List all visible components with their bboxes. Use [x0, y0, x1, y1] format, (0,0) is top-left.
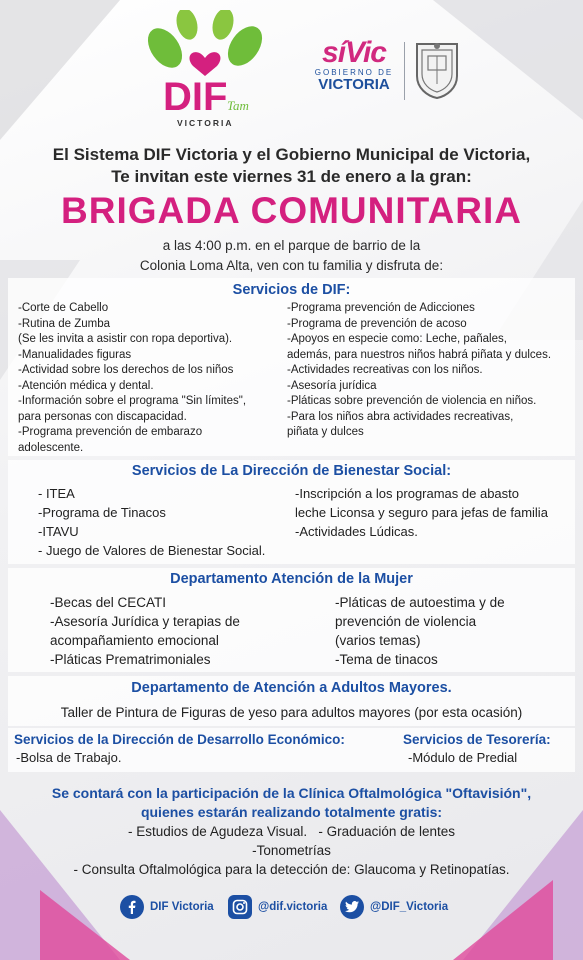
intro-line: Te invitan este viernes 31 de enero a la gran: — [111, 167, 472, 186]
list-item: -Atención médica y dental. — [18, 379, 154, 392]
list-item: - ITEA — [38, 486, 75, 501]
list-item: -Pláticas de autoestima y de — [335, 595, 505, 610]
instagram-icon — [228, 895, 252, 919]
list-item: - Consulta Oftalmológica para la detección de: Glaucoma y Retinopatías. — [73, 862, 510, 877]
dif-victoria-logo — [135, 10, 275, 130]
list-item: -Becas del CECATI — [50, 595, 167, 610]
list-item: (varios temas) — [335, 633, 421, 648]
list-item: -Pláticas sobre prevención de violencia en niños. — [287, 395, 537, 407]
economico-list — [16, 748, 122, 767]
dif-services-title: Servicios de DIF: — [232, 282, 351, 298]
intro-text — [0, 144, 583, 188]
list-item: piñata y dulces — [287, 426, 364, 438]
twitter-handle: @DIF_Victoria — [370, 901, 449, 913]
economico-title: Servicios de la Dirección de Desarrollo Económico: — [14, 732, 345, 747]
list-item: -Actividades recreativas con los niños. — [287, 364, 483, 376]
bienestar-right-list — [295, 484, 548, 541]
list-item: -Programa prevención de Adicciones — [287, 302, 475, 314]
sivic-gobierno-logo — [304, 38, 404, 93]
list-item: -Inscripción a los programas de abasto — [295, 486, 520, 501]
list-item: -Actividad sobre los derechos de los niños — [18, 364, 234, 376]
list-item: -Programa prevención de embarazo — [18, 426, 203, 438]
clinica-line: Se contará con la participación de la Clínica Oftalmológica "Oftavisión", — [51, 785, 532, 801]
list-item: además, para nuestros niños habrá piñata y dulces. — [287, 348, 552, 361]
dif-services-left-list — [18, 301, 246, 456]
list-item: -Para los niños abra actividades recreativas, — [287, 410, 514, 423]
list-item: -Rutina de Zumba — [18, 317, 111, 330]
svg-text:DIF: DIF — [163, 75, 228, 119]
list-item: -Asesoría Jurídica y terapias de — [50, 614, 240, 629]
list-item: leche Liconsa y seguro para jefas de familia — [295, 505, 548, 520]
instagram-link[interactable] — [228, 892, 327, 922]
sivic-brand: síVic — [322, 36, 386, 69]
clinica-heading — [0, 784, 583, 822]
instagram-handle: @dif.victoria — [258, 901, 328, 913]
bienestar-left-list — [38, 484, 265, 560]
twitter-link[interactable] — [340, 892, 448, 922]
list-item: - Estudios de Agudeza Visual. - Graduación de lentes — [128, 824, 455, 839]
municipal-seal-icon — [412, 38, 462, 100]
sivic-gobierno-label: GOBIERNO DE — [314, 68, 394, 77]
list-item: acompañamiento emocional — [50, 633, 219, 648]
list-item: -Información sobre el programa "Sin límites", — [18, 395, 247, 407]
list-item: (Se les invita a asistir con ropa deportiva). — [18, 333, 233, 345]
list-item: para personas con discapacidad. — [18, 410, 187, 423]
list-item: prevención de violencia — [335, 614, 477, 629]
list-item: -Manualidades figuras — [18, 348, 132, 361]
list-item: -Bolsa de Trabajo. — [16, 750, 122, 765]
svg-text:VICTORIA: VICTORIA — [177, 118, 234, 128]
list-item: -Programa de prevención de acoso — [287, 317, 467, 330]
list-item: -Corte de Cabello — [18, 302, 109, 314]
facebook-icon — [120, 895, 144, 919]
list-item: -Asesoría jurídica — [287, 379, 377, 392]
mujer-title: Departamento Atención de la Mujer — [170, 571, 413, 587]
clinica-services — [0, 822, 583, 879]
mujer-left-list — [50, 593, 240, 669]
svg-text:Tam: Tam — [227, 98, 249, 113]
bienestar-title: Servicios de La Dirección de Bienestar Social: — [131, 463, 452, 479]
adultos-title: Departamento de Atención a Adultos Mayores. — [131, 680, 452, 696]
tesoreria-title: Servicios de Tesorería: — [403, 732, 551, 747]
mujer-right-list — [335, 593, 505, 669]
event-details — [0, 236, 583, 276]
headline: BRIGADA COMUNITARIA — [61, 190, 522, 231]
list-item: -Pláticas Prematrimoniales — [50, 652, 211, 667]
list-item: -Programa de Tinacos — [38, 505, 166, 520]
list-item: -Apoyos en especie como: Leche, pañales, — [287, 333, 507, 345]
facebook-link[interactable] — [120, 892, 214, 922]
list-item: Taller de Pintura de Figuras de yeso para adultos mayores (por esta ocasión) — [60, 705, 523, 720]
logo-divider — [404, 42, 405, 100]
list-item: -Actividades Lúdicas. — [295, 524, 418, 539]
list-item: - Juego de Valores de Bienestar Social. — [38, 543, 266, 558]
clinica-line: quienes estarán realizando totalmente gratis: — [140, 804, 443, 820]
sivic-victoria-label: VICTORIA — [318, 76, 390, 93]
twitter-icon — [340, 895, 364, 919]
facebook-handle: DIF Victoria — [150, 901, 214, 913]
tesoreria-list — [408, 748, 517, 767]
dif-services-right-list — [287, 301, 551, 441]
list-item: -ITAVU — [38, 524, 79, 539]
event-detail-line: Colonia Loma Alta, ven con tu familia y disfruta de: — [139, 258, 444, 273]
list-item: adolescente. — [18, 441, 84, 454]
list-item: -Módulo de Predial — [408, 750, 518, 765]
list-item: -Tonometrías — [252, 843, 331, 858]
list-item: -Tema de tinacos — [335, 652, 438, 667]
event-detail-line: a las 4:00 p.m. en el parque de barrio de la — [162, 238, 421, 253]
intro-line: El Sistema DIF Victoria y el Gobierno Municipal de Victoria, — [52, 145, 531, 164]
adultos-text — [0, 703, 583, 722]
